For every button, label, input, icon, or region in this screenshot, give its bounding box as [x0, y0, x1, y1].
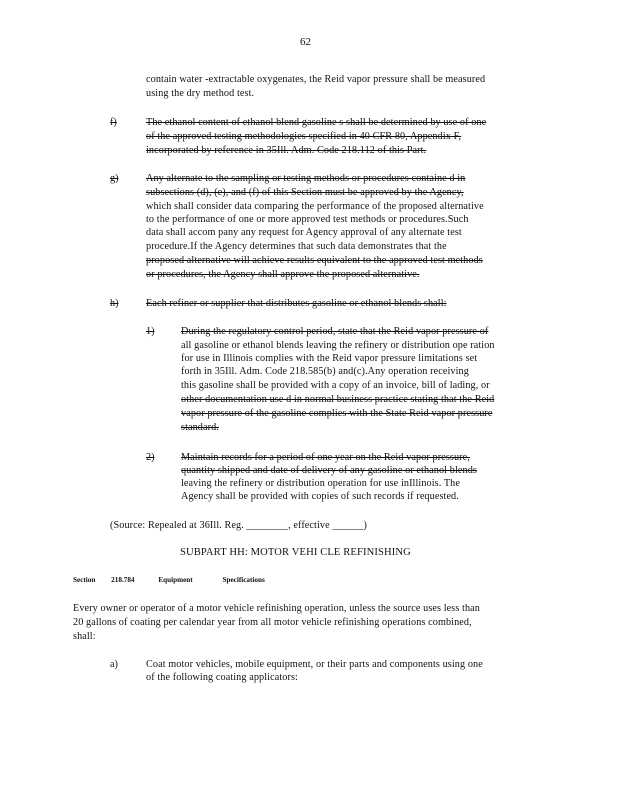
section-number: 218.784: [111, 576, 135, 584]
body-line-2: 20 gallons of coating per calendar year from all motor vehicle refinishing operations combined,: [73, 617, 472, 628]
section-title-1: Equipment: [158, 576, 193, 584]
item-g-line-6: procedure.If the Agency determines that such data demonstrates that the: [146, 241, 447, 252]
item-g-line-1: Any alternate to the sampling or testing methods or procedures containe d in: [146, 173, 466, 184]
item-h1-label: 1): [146, 326, 155, 337]
item-h1-line-4: forth in 35Ill. Adm. Code 218.585(b) and(c).Any operation receiving: [181, 366, 469, 377]
item-h2-line-4: Agency shall be provided with copies of such records if requested.: [181, 491, 459, 502]
item-h-line: Each refiner or supplier that distributes gasoline or ethanol blends shall:: [146, 298, 447, 309]
body-line-1: Every owner or operator of a motor vehicle refinishing operation, unless the source uses less than: [73, 603, 480, 614]
subpart-heading: SUBPART HH: MOTOR VEHI CLE REFINISHING: [180, 547, 411, 558]
item-h1-line-1: During the regulatory control period, state that the Reid vapor pressure of: [181, 326, 489, 337]
item-h1-line-8: standard.: [181, 422, 219, 433]
item-g-line-7: proposed alternative will achieve results equivalent to the approved test methods: [146, 255, 483, 266]
body-line-3: shall:: [73, 631, 96, 642]
page-number: 62: [300, 36, 311, 48]
item-a-line-2: of the following coating applicators:: [146, 672, 298, 683]
item-h1-line-7: vapor pressure of the gasoline complies with the State Reid vapor pressure: [181, 408, 493, 419]
item-h2-label: 2): [146, 452, 155, 463]
item-h1-line-5: this gasoline shall be provided with a copy of an invoice, bill of lading, or: [181, 380, 490, 391]
item-h1-line-2: all gasoline or ethanol blends leaving the refinery or distribution ope ration: [181, 340, 495, 351]
item-f-line-1: The ethanol content of ethanol blend gasoline s shall be determined by use of one: [146, 117, 487, 128]
intro-line-1: contain water -extractable oxygenates, the Reid vapor pressure shall be measured: [146, 74, 486, 85]
intro-line-2: using the dry method test.: [146, 88, 255, 99]
item-g-line-8: or procedures, the Agency shall approve the proposed alternative.: [146, 269, 420, 280]
item-f-label: f): [110, 117, 117, 128]
item-a-line-1: Coat motor vehicles, mobile equipment, or their parts and components using one: [146, 659, 483, 670]
item-g-label: g): [110, 173, 119, 184]
section-label: Section: [73, 576, 96, 584]
item-a-label: a): [110, 659, 118, 670]
item-f-line-3: incorporated by reference in 35Ill. Adm. Code 218.112 of this Part.: [146, 145, 427, 156]
section-heading: [73, 576, 265, 584]
item-g-line-2: subsections (d), (e), and (f) of this Section must be approved by the Agency,: [146, 187, 464, 198]
item-h-label: h): [110, 298, 119, 309]
item-g-line-3: which shall consider data comparing the performance of the proposed alternative: [146, 201, 484, 212]
item-f-line-2: of the approved testing methodologies specified in 40 CFR 80, Appendix F,: [146, 131, 462, 142]
item-g-line-5: data shall accom pany any request for Agency approval of any alternate test: [146, 227, 462, 238]
item-h2-line-3: leaving the refinery or distribution operation for use inIllinois. The: [181, 478, 460, 489]
section-title-2: Specifications: [222, 576, 265, 584]
source-note: (Source: Repealed at 36Ill. Reg. ________, effective ______): [110, 520, 368, 531]
item-h2-line-1: Maintain records for a period of one year on the Reid vapor pressure,: [181, 452, 470, 463]
item-h1-line-6: other documentation use d in normal business practice stating that the Reid: [181, 394, 495, 405]
item-g-line-4: to the performance of one or more approved test methods or procedures.Such: [146, 214, 469, 225]
item-h1-line-3: for use in Illinois complies with the Reid vapor pressure limitations set: [181, 353, 478, 364]
item-h2-line-2: quantity shipped and date of delivery of any gasoline or ethanol blends: [181, 465, 477, 476]
